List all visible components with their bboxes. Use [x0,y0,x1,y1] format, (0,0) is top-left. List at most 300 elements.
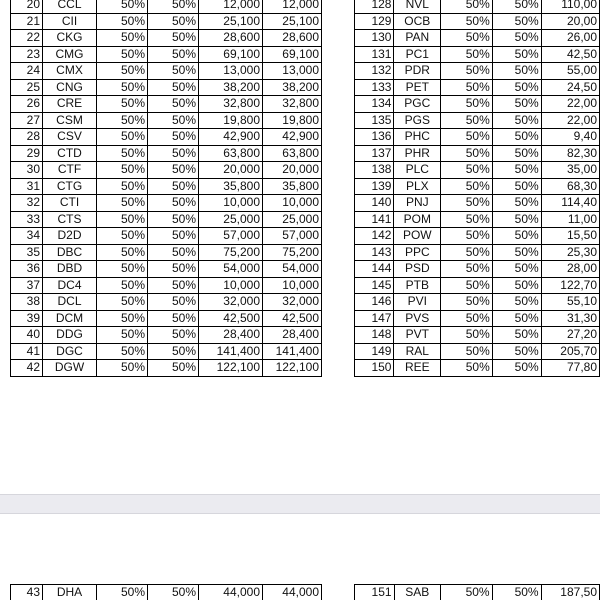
maintenance-ratio-cell: 50% [148,162,199,179]
margin-ratio-cell: 50% [441,63,493,80]
max-price-cell: 42,900 [199,129,263,146]
maintenance-ratio-cell: 50% [148,310,199,327]
maintenance-ratio-cell: 50% [492,244,541,261]
maintenance-ratio-cell: 50% [148,585,199,600]
maintenance-ratio-cell: 50% [148,294,199,311]
table-row [11,327,322,344]
maintenance-ratio-cell: 50% [148,343,199,360]
stock-code-cell: CKG [43,30,97,47]
maintenance-ratio-cell: 50% [492,228,541,245]
row-index-cell: 141 [355,211,394,228]
max-price-cell: 110,00 [541,0,599,13]
table-row [11,0,322,13]
table-row [355,46,600,63]
stock-code-cell: CNG [43,79,97,96]
maintenance-ratio-cell: 50% [148,244,199,261]
document-page-bottom [0,514,600,600]
margin-table-right-continued-body [355,585,600,600]
row-index-cell: 148 [355,327,394,344]
reference-price-cell: 44,000 [263,585,322,600]
margin-ratio-cell: 50% [97,112,148,129]
row-index-cell: 145 [355,277,394,294]
maintenance-ratio-cell: 50% [148,79,199,96]
margin-ratio-cell: 50% [97,277,148,294]
maintenance-ratio-cell: 50% [492,360,541,377]
table-row [355,244,600,261]
row-index-cell: 136 [355,129,394,146]
max-price-cell: 9,40 [541,129,599,146]
margin-ratio-cell: 50% [441,244,493,261]
stock-code-cell: PDR [394,63,441,80]
max-price-cell: 11,00 [541,211,599,228]
stock-code-cell: PHR [394,145,441,162]
row-index-cell: 144 [355,261,394,278]
row-index-cell: 135 [355,112,394,129]
maintenance-ratio-cell: 50% [492,63,541,80]
maintenance-ratio-cell: 50% [148,96,199,113]
max-price-cell: 63,800 [199,145,263,162]
row-index-cell: 22 [11,30,43,47]
max-price-cell: 42,500 [199,310,263,327]
table-row [11,96,322,113]
table-row [355,162,600,179]
max-price-cell: 25,30 [541,244,599,261]
row-index-cell: 32 [11,195,43,212]
reference-price-cell: 63,800 [263,145,322,162]
stock-code-cell: CMX [43,63,97,80]
table-row [355,13,600,30]
row-index-cell: 128 [355,0,394,13]
row-index-cell: 31 [11,178,43,195]
max-price-cell: 19,800 [199,112,263,129]
reference-price-cell: 42,500 [263,310,322,327]
row-index-cell: 23 [11,46,43,63]
maintenance-ratio-cell: 50% [492,13,541,30]
maintenance-ratio-cell: 50% [148,13,199,30]
row-index-cell: 27 [11,112,43,129]
stock-code-cell: NVL [394,0,441,13]
stock-code-cell: DBC [43,244,97,261]
margin-ratio-cell: 50% [97,13,148,30]
max-price-cell: 35,00 [541,162,599,179]
maintenance-ratio-cell: 50% [492,277,541,294]
margin-ratio-cell: 50% [97,310,148,327]
max-price-cell: 10,000 [199,195,263,212]
margin-ratio-cell: 50% [441,327,493,344]
max-price-cell: 20,000 [199,162,263,179]
margin-ratio-cell: 50% [441,228,493,245]
maintenance-ratio-cell: 50% [148,360,199,377]
margin-ratio-cell: 50% [97,145,148,162]
maintenance-ratio-cell: 50% [148,327,199,344]
maintenance-ratio-cell: 50% [148,178,199,195]
reference-price-cell: 20,000 [263,162,322,179]
margin-ratio-cell: 50% [441,277,493,294]
reference-price-cell: 57,000 [263,228,322,245]
table-row [11,244,322,261]
maintenance-ratio-cell: 50% [492,343,541,360]
row-index-cell: 28 [11,129,43,146]
margin-ratio-cell: 50% [97,46,148,63]
max-price-cell: 12,000 [199,0,263,13]
margin-ratio-cell: 50% [97,162,148,179]
maintenance-ratio-cell: 50% [492,294,541,311]
table-row [11,585,322,600]
max-price-cell: 28,00 [541,261,599,278]
row-index-cell: 40 [11,327,43,344]
stock-code-cell: REE [394,360,441,377]
reference-price-cell: 10,000 [263,195,322,212]
margin-ratio-cell: 50% [441,162,493,179]
max-price-cell: 68,30 [541,178,599,195]
table-row [355,79,600,96]
margin-ratio-cell: 50% [97,195,148,212]
table-row [11,310,322,327]
maintenance-ratio-cell: 50% [148,261,199,278]
table-row [355,310,600,327]
margin-table-left-continued [10,584,322,600]
table-row [11,277,322,294]
maintenance-ratio-cell: 50% [148,277,199,294]
reference-price-cell: 122,100 [263,360,322,377]
stock-code-cell: DGW [43,360,97,377]
stock-code-cell: RAL [394,343,441,360]
row-index-cell: 143 [355,244,394,261]
max-price-cell: 42,50 [541,46,599,63]
table-row [355,178,600,195]
max-price-cell: 25,100 [199,13,263,30]
maintenance-ratio-cell: 50% [148,211,199,228]
maintenance-ratio-cell: 50% [492,261,541,278]
table-row [11,63,322,80]
margin-ratio-cell: 50% [441,145,493,162]
row-index-cell: 147 [355,310,394,327]
row-index-cell: 43 [11,585,43,600]
margin-ratio-cell: 50% [97,585,148,600]
row-index-cell: 132 [355,63,394,80]
row-index-cell: 138 [355,162,394,179]
row-index-cell: 34 [11,228,43,245]
max-price-cell: 55,00 [541,63,599,80]
stock-code-cell: PVI [394,294,441,311]
row-index-cell: 130 [355,30,394,47]
table-row [355,211,600,228]
reference-price-cell: 35,800 [263,178,322,195]
max-price-cell: 13,000 [199,63,263,80]
stock-code-cell: CTS [43,211,97,228]
row-index-cell: 38 [11,294,43,311]
max-price-cell: 20,00 [541,13,599,30]
row-index-cell: 131 [355,46,394,63]
max-price-cell: 54,000 [199,261,263,278]
stock-code-cell: PVT [394,327,441,344]
reference-price-cell: 25,100 [263,13,322,30]
max-price-cell: 57,000 [199,228,263,245]
table-row [355,30,600,47]
table-row [355,277,600,294]
row-index-cell: 33 [11,211,43,228]
maintenance-ratio-cell: 50% [148,112,199,129]
margin-ratio-cell: 50% [97,79,148,96]
maintenance-ratio-cell: 50% [492,327,541,344]
stock-code-cell: PAN [394,30,441,47]
table-row [355,195,600,212]
reference-price-cell: 141,400 [263,343,322,360]
table-row [11,30,322,47]
row-index-cell: 142 [355,228,394,245]
stock-code-cell: DDG [43,327,97,344]
table-row [11,261,322,278]
maintenance-ratio-cell: 50% [492,46,541,63]
max-price-cell: 114,40 [541,195,599,212]
max-price-cell: 187,50 [541,585,599,600]
stock-code-cell: PPC [394,244,441,261]
max-price-cell: 28,400 [199,327,263,344]
maintenance-ratio-cell: 50% [148,129,199,146]
margin-ratio-cell: 50% [441,294,493,311]
table-row [355,0,600,13]
max-price-cell: 69,100 [199,46,263,63]
margin-ratio-cell: 50% [97,0,148,13]
table-row [11,13,322,30]
margin-ratio-cell: 50% [97,30,148,47]
margin-ratio-cell: 50% [441,30,493,47]
row-index-cell: 30 [11,162,43,179]
margin-ratio-cell: 50% [97,244,148,261]
max-price-cell: 32,000 [199,294,263,311]
table-row [11,211,322,228]
margin-ratio-cell: 50% [441,46,493,63]
reference-price-cell: 25,000 [263,211,322,228]
margin-ratio-cell: 50% [97,360,148,377]
stock-code-cell: PTB [394,277,441,294]
stock-code-cell: PLC [394,162,441,179]
table-row [355,63,600,80]
margin-ratio-cell: 50% [97,63,148,80]
stock-code-cell: SAB [394,585,440,600]
max-price-cell: 35,800 [199,178,263,195]
stock-code-cell: CII [43,13,97,30]
margin-ratio-cell: 50% [441,96,493,113]
maintenance-ratio-cell: 50% [148,145,199,162]
max-price-cell: 141,400 [199,343,263,360]
max-price-cell: 32,800 [199,96,263,113]
row-index-cell: 41 [11,343,43,360]
table-row [11,228,322,245]
stock-code-cell: CSM [43,112,97,129]
stock-code-cell: PC1 [394,46,441,63]
table-row [355,585,600,600]
maintenance-ratio-cell: 50% [492,96,541,113]
reference-price-cell: 75,200 [263,244,322,261]
margin-table-right [354,0,600,377]
table-row [355,327,600,344]
max-price-cell: 38,200 [199,79,263,96]
maintenance-ratio-cell: 50% [148,30,199,47]
stock-code-cell: CTF [43,162,97,179]
margin-ratio-cell: 50% [97,178,148,195]
row-index-cell: 129 [355,13,394,30]
margin-ratio-cell: 50% [97,211,148,228]
maintenance-ratio-cell: 50% [492,79,541,96]
max-price-cell: 27,20 [541,327,599,344]
margin-ratio-cell: 50% [441,195,493,212]
maintenance-ratio-cell: 50% [492,145,541,162]
stock-code-cell: PET [394,79,441,96]
margin-table-right-body [355,0,600,376]
maintenance-ratio-cell: 50% [492,310,541,327]
row-index-cell: 37 [11,277,43,294]
table-row [11,46,322,63]
stock-code-cell: CTD [43,145,97,162]
max-price-cell: 24,50 [541,79,599,96]
table-row [355,112,600,129]
stock-code-cell: DBD [43,261,97,278]
margin-ratio-cell: 50% [97,228,148,245]
max-price-cell: 28,600 [199,30,263,47]
margin-table-left-continued-body [11,585,322,600]
max-price-cell: 31,30 [541,310,599,327]
max-price-cell: 122,100 [199,360,263,377]
row-index-cell: 134 [355,96,394,113]
stock-code-cell: POW [394,228,441,245]
stock-code-cell: OCB [394,13,441,30]
reference-price-cell: 28,600 [263,30,322,47]
row-index-cell: 133 [355,79,394,96]
row-index-cell: 151 [355,585,395,600]
reference-price-cell: 28,400 [263,327,322,344]
row-index-cell: 25 [11,79,43,96]
table-row [11,129,322,146]
margin-ratio-cell: 50% [441,79,493,96]
row-index-cell: 139 [355,178,394,195]
stock-code-cell: DCL [43,294,97,311]
stock-code-cell: CSV [43,129,97,146]
stock-code-cell: CTI [43,195,97,212]
max-price-cell: 77,80 [541,360,599,377]
row-index-cell: 150 [355,360,394,377]
reference-price-cell: 13,000 [263,63,322,80]
page-separator [0,494,600,514]
max-price-cell: 44,000 [199,585,263,600]
maintenance-ratio-cell: 50% [492,162,541,179]
table-row [355,129,600,146]
reference-price-cell: 19,800 [263,112,322,129]
margin-ratio-cell: 50% [440,585,492,600]
max-price-cell: 22,00 [541,112,599,129]
row-index-cell: 137 [355,145,394,162]
margin-ratio-cell: 50% [441,261,493,278]
row-index-cell: 42 [11,360,43,377]
table-row [355,294,600,311]
max-price-cell: 82,30 [541,145,599,162]
stock-code-cell: DCM [43,310,97,327]
margin-ratio-cell: 50% [441,343,493,360]
table-row [11,294,322,311]
stock-code-cell: PVS [394,310,441,327]
max-price-cell: 26,00 [541,30,599,47]
table-row [355,228,600,245]
table-row [11,162,322,179]
row-index-cell: 21 [11,13,43,30]
maintenance-ratio-cell: 50% [492,112,541,129]
row-index-cell: 20 [11,0,43,13]
stock-code-cell: CTG [43,178,97,195]
table-row [11,145,322,162]
maintenance-ratio-cell: 50% [148,228,199,245]
row-index-cell: 149 [355,343,394,360]
margin-ratio-cell: 50% [441,13,493,30]
margin-table-right-continued [354,584,600,600]
max-price-cell: 55,10 [541,294,599,311]
reference-price-cell: 12,000 [263,0,322,13]
max-price-cell: 15,50 [541,228,599,245]
margin-ratio-cell: 50% [441,211,493,228]
margin-ratio-cell: 50% [97,343,148,360]
max-price-cell: 75,200 [199,244,263,261]
margin-table-left [10,0,322,377]
table-row [355,360,600,377]
margin-ratio-cell: 50% [97,294,148,311]
stock-code-cell: DGC [43,343,97,360]
max-price-cell: 205,70 [541,343,599,360]
maintenance-ratio-cell: 50% [148,46,199,63]
stock-code-cell: POM [394,211,441,228]
reference-price-cell: 32,800 [263,96,322,113]
margin-ratio-cell: 50% [97,327,148,344]
table-row [11,79,322,96]
stock-code-cell: PLX [394,178,441,195]
margin-ratio-cell: 50% [97,261,148,278]
stock-code-cell: D2D [43,228,97,245]
row-index-cell: 140 [355,195,394,212]
stock-code-cell: DHA [43,585,97,600]
stock-code-cell: PSD [394,261,441,278]
stock-code-cell: CMG [43,46,97,63]
margin-table-left-body [11,0,322,376]
maintenance-ratio-cell: 50% [492,585,541,600]
table-row [11,112,322,129]
maintenance-ratio-cell: 50% [148,63,199,80]
row-index-cell: 146 [355,294,394,311]
row-index-cell: 24 [11,63,43,80]
margin-ratio-cell: 50% [441,129,493,146]
table-row [11,178,322,195]
maintenance-ratio-cell: 50% [492,195,541,212]
maintenance-ratio-cell: 50% [492,0,541,13]
stock-code-cell: PNJ [394,195,441,212]
row-index-cell: 29 [11,145,43,162]
margin-ratio-cell: 50% [97,129,148,146]
stock-code-cell: PHC [394,129,441,146]
row-index-cell: 35 [11,244,43,261]
margin-ratio-cell: 50% [441,310,493,327]
reference-price-cell: 69,100 [263,46,322,63]
margin-ratio-cell: 50% [441,112,493,129]
margin-ratio-cell: 50% [97,96,148,113]
table-row [355,343,600,360]
max-price-cell: 10,000 [199,277,263,294]
max-price-cell: 22,00 [541,96,599,113]
reference-price-cell: 38,200 [263,79,322,96]
table-row [11,195,322,212]
margin-ratio-cell: 50% [441,178,493,195]
maintenance-ratio-cell: 50% [148,195,199,212]
stock-code-cell: CRE [43,96,97,113]
row-index-cell: 36 [11,261,43,278]
row-index-cell: 26 [11,96,43,113]
stock-code-cell: CCL [43,0,97,13]
